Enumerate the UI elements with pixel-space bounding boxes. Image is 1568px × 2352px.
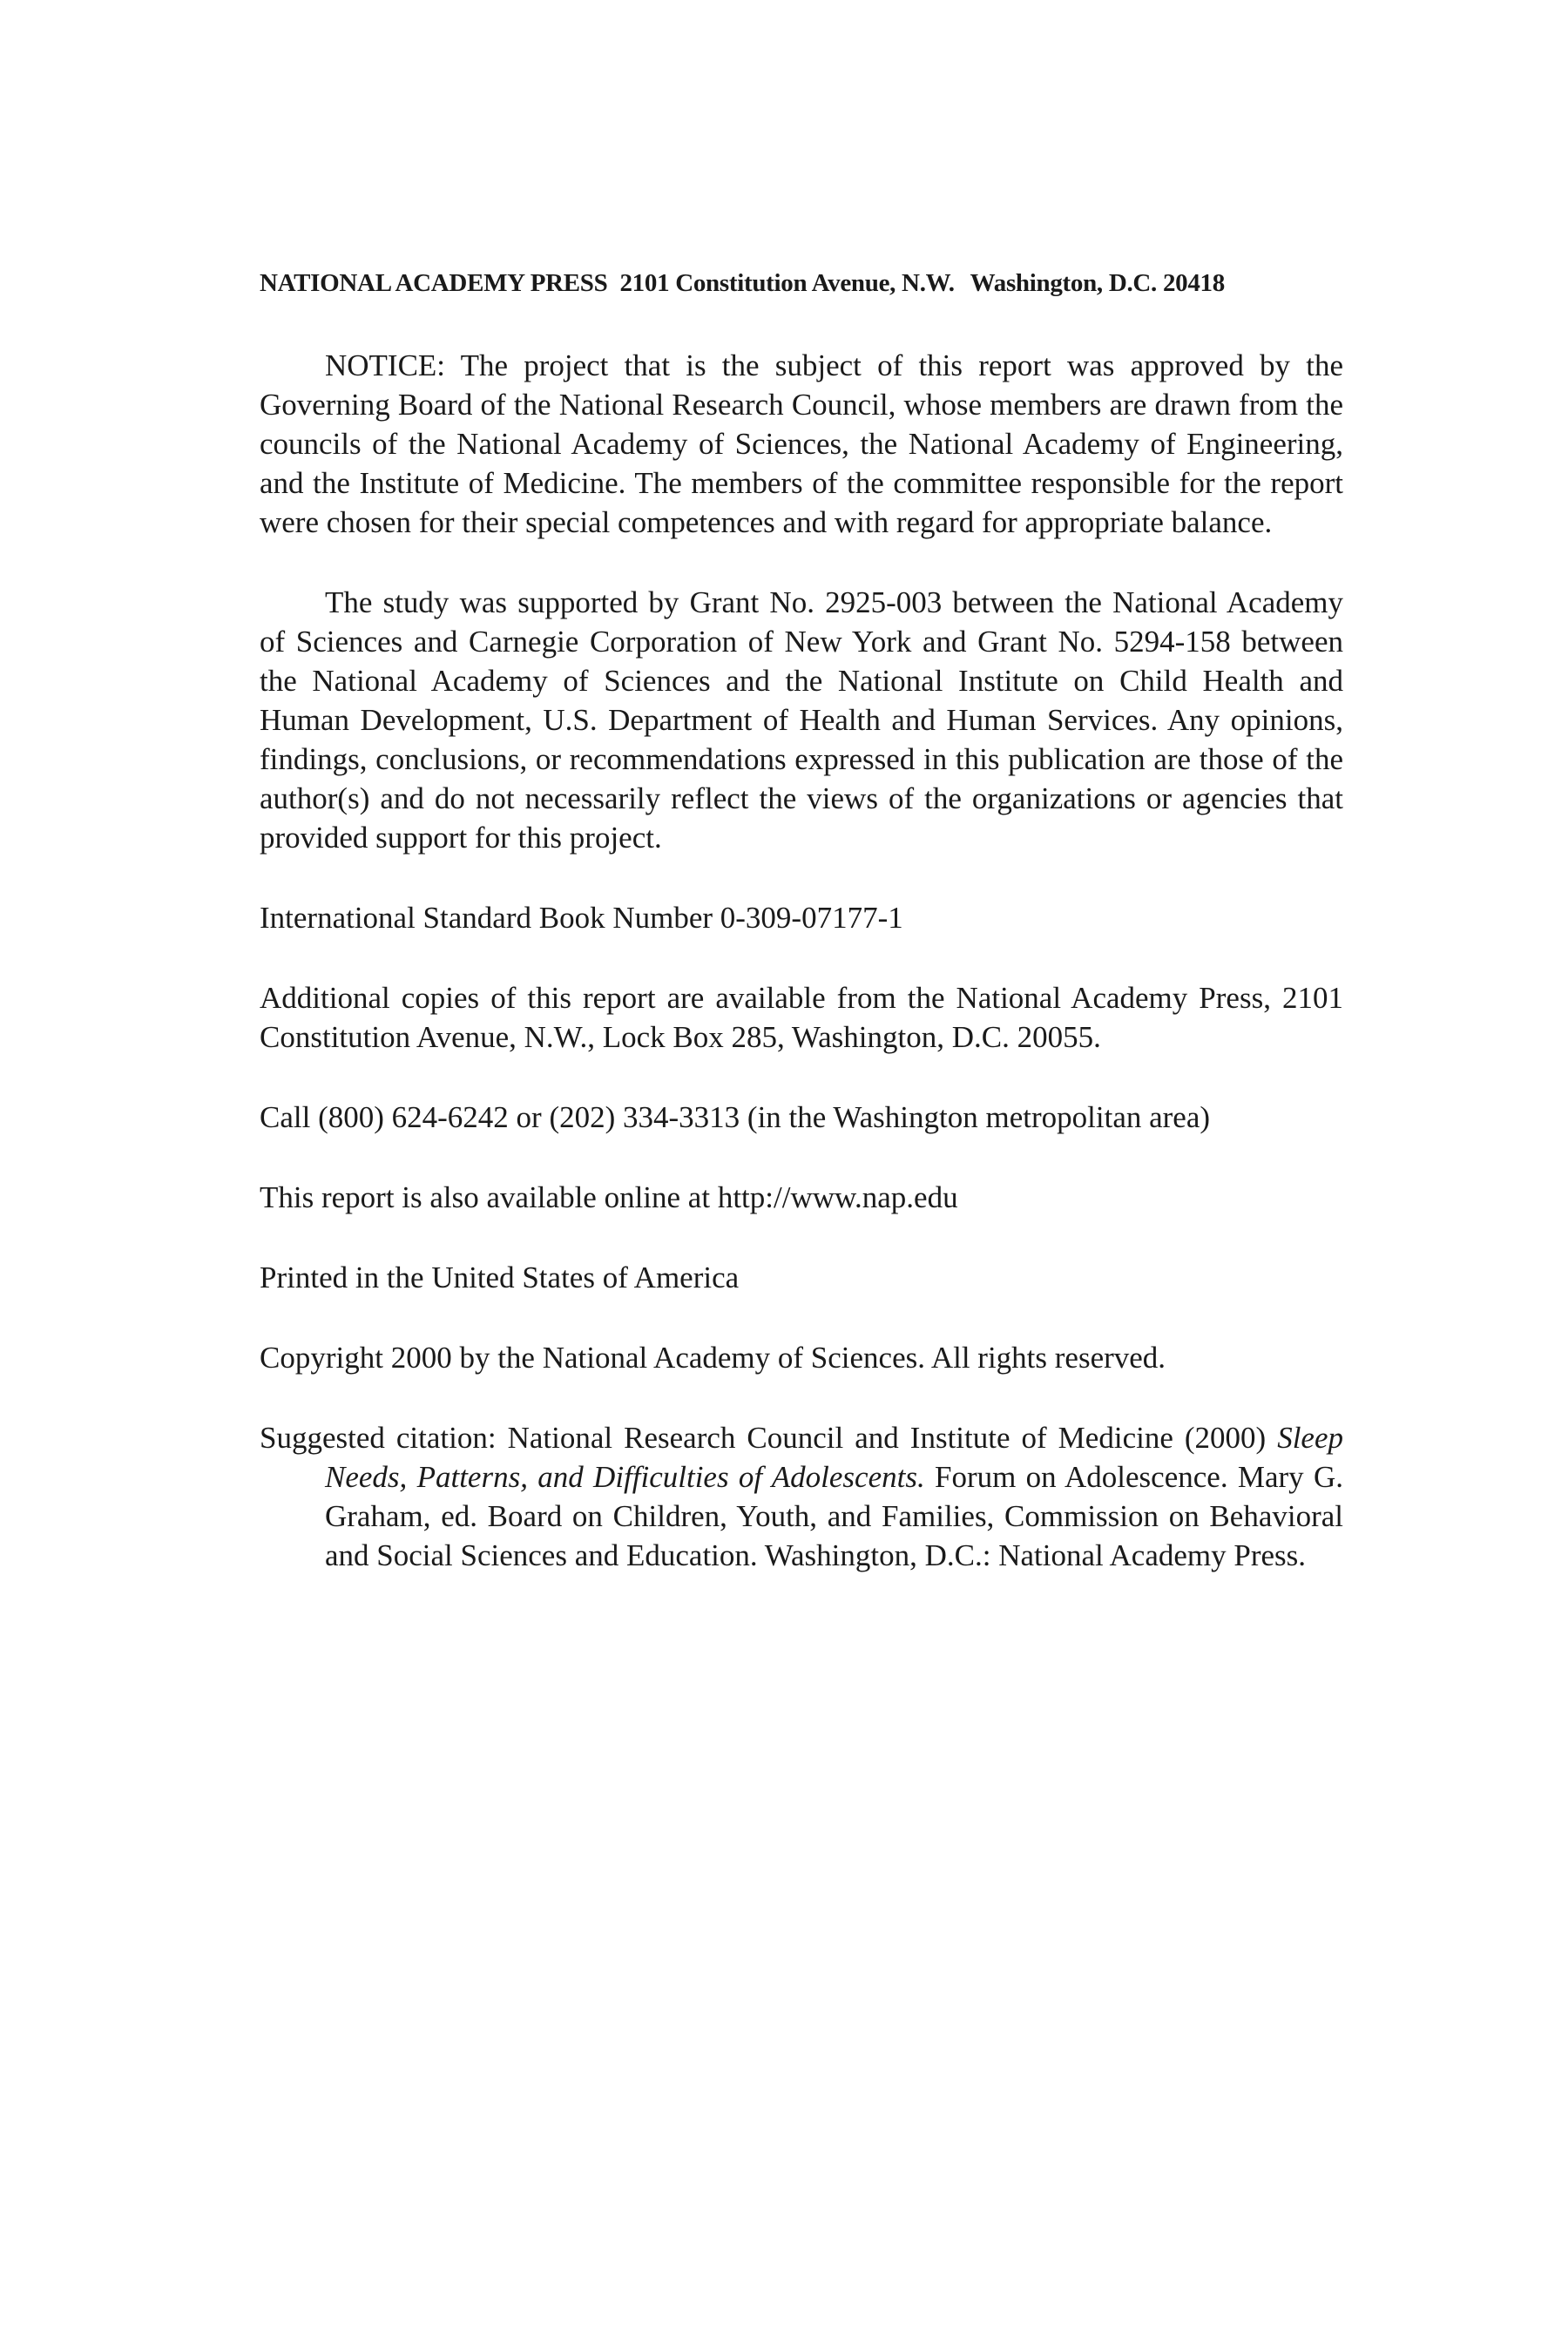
press-address: 2101 Constitution Avenue, N.W. [619, 269, 955, 297]
copyright-line: Copyright 2000 by the National Academy of Sciences. All rights reserved. [260, 1341, 1166, 1375]
notice-paragraph: NOTICE: The project that is the subject of this report was approved by the Governing Board of the National Research Council, whose members are drawn from the councils of the National Academy of Sciences, the National Academy of Engineering, and the Institute of Medicine. The members of the committee responsible for the report were chosen for their special competences and with regard for appropriate balance. [260, 348, 1343, 539]
printed-line: Printed in the United States of America [260, 1260, 740, 1294]
citation-title: Sleep Needs, Patterns, and Difficulties of Adolescents. [325, 1421, 1343, 1494]
publisher-header [260, 266, 1343, 301]
isbn-line: International Standard Book Number 0-309-07177-1 [260, 901, 903, 935]
online-line: This report is also available online at http://www.nap.edu [260, 1180, 958, 1214]
press-name: NATIONAL ACADEMY PRESS [260, 269, 608, 297]
copies-paragraph: Additional copies of this report are available from the National Academy Press, 2101 Constitution Avenue, N.W., Lock Box 285, Washington, D.C. 20055. [260, 981, 1343, 1054]
press-city: Washington, D.C. 20418 [970, 269, 1225, 297]
support-paragraph: The study was supported by Grant No. 2925-003 between the National Academy of Sciences and Carnegie Corporation of New York and Grant No. 5294-158 between the National Academy of Sciences and the National Institute on Child Health and Human Development, U.S. Department of Health and Human Services. Any opinions, findings, conclusions, or recommendations expressed in this publication are those of the author(s) and do not necessarily reflect the views of the organizations or agencies that provided support for this project. [260, 585, 1343, 855]
citation-lead: Suggested citation: National Research Council and Institute of Medicine (2000) [260, 1421, 1278, 1455]
citation-rest: Forum on Adolescence. Mary G. Graham, ed. Board on Children, Youth, and Families, Commission on Behavioral and Social Sciences and Education. Washington, D.C.: National Academy Press. [325, 1460, 1344, 1572]
copyright-page [260, 266, 1343, 1575]
suggested-citation [260, 1418, 1343, 1575]
call-line: Call (800) 624-6242 or (202) 334-3313 (in the Washington metropolitan area) [260, 1100, 1211, 1134]
